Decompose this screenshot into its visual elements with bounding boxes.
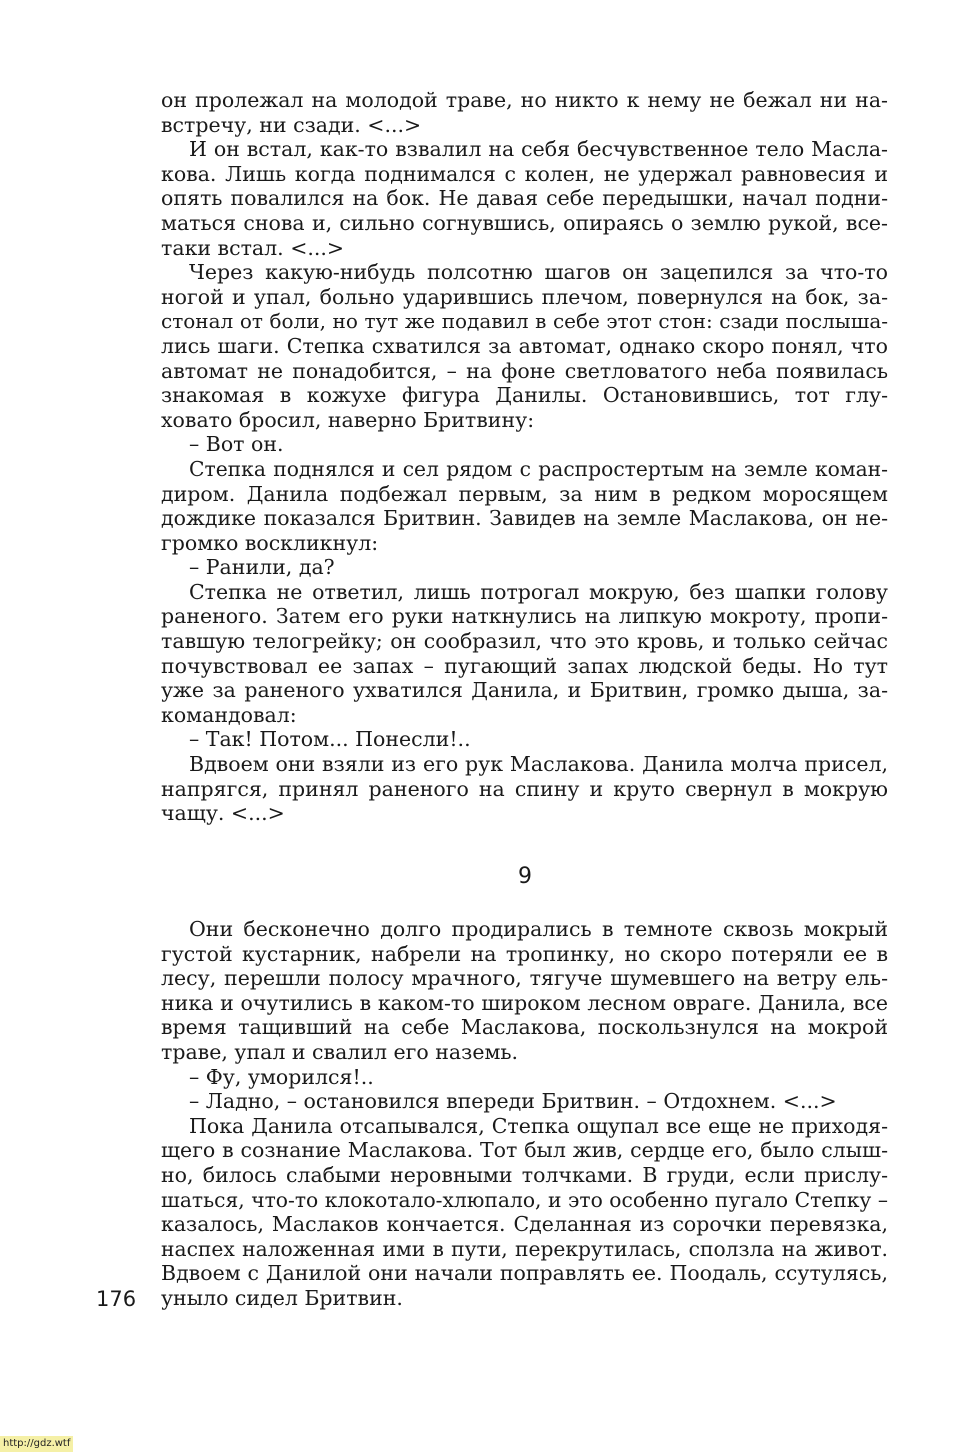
page-number: 176 [96, 1287, 137, 1311]
text-line: Они бесконечно долго продирались в темноте сквозь мокрый [189, 917, 888, 941]
text-line: – Так! Потом... Понесли!.. [189, 727, 471, 752]
text-line: автомат не понадобится, – на фоне светловатого неба появилась [161, 358, 888, 383]
text-line: – Ладно, – остановился впереди Бритвин. – Отдохнем. <...> [189, 1089, 837, 1114]
text-line: громко воскликнул: [161, 530, 379, 555]
text-line: И он встал, как-то взвалил на себя бесчувственное тело Масла- [189, 137, 888, 162]
text-line: ногой и упал, больно ударившись плечом, повернулся на бок, за- [161, 284, 888, 309]
text-line: раненого. Затем его руки наткнулись на липкую мокроту, пропи- [161, 604, 888, 629]
text-line: командовал: [161, 702, 297, 727]
chapter-number: 9 [518, 864, 532, 889]
text-line: казалось, Маслаков кончается. Сделанная из сорочки перевязка, [161, 1212, 888, 1237]
text-line: Степка поднялся и сел рядом с распростертым на земле коман- [189, 456, 888, 481]
text-line: Вдвоем с Данилой они начали поправлять ее. Поодаль, ссутулясь, [161, 1261, 888, 1286]
text-line: Степка не ответил, лишь потрогал мокрую, без шапки голову [189, 579, 888, 604]
text-block-top [161, 88, 888, 826]
text-line: кова. Лишь когда поднимался с колен, не удержал равновесия и [161, 161, 888, 186]
text-line: густой кустарник, набрели на тропинку, но скоро потеряли ее в [161, 941, 888, 966]
text-line: диром. Данила подбежал первым, за ним в редком моросящем [161, 481, 888, 506]
text-line: уже за раненого ухватился Данила, и Бритвин, громко дыша, за- [161, 678, 888, 703]
text-line: Через какую-нибудь полсотню шагов он зацепился за что-то [189, 260, 888, 285]
text-block-chapter-9 [161, 917, 888, 1311]
text-line: щего в сознание Маслакова. Тот был жив, сердце его, было слыш- [161, 1138, 888, 1163]
text-line: время тащивший на себе Маслакова, поскользнулся на мокрой [161, 1015, 888, 1040]
text-line: лись шаги. Степка схватился за автомат, однако скоро понял, что [161, 333, 888, 358]
text-line: опять повалился на бок. Не давая себе передышки, начал подни- [161, 186, 888, 211]
text-line: стонал от боли, но тут же подавил в себе этот стон: сзади послыша- [161, 309, 888, 334]
text-line: Пока Данила отсапывался, Степка ощупал все еще не приходя- [189, 1113, 888, 1138]
text-line: дождике показался Бритвин. Завидев на земле Маслакова, он не- [161, 506, 888, 531]
text-line: маться снова и, сильно согнувшись, опираясь о землю рукой, все- [161, 210, 888, 235]
text-line: чащу. <...> [161, 801, 285, 826]
text-line: – Ранили, да? [189, 555, 335, 580]
watermark-link[interactable]: http://gdz.wtf [0, 1436, 73, 1452]
text-line: почувствовал ее запах – пугающий запах людской беды. Но тут [161, 653, 888, 678]
text-line: уныло сидел Бритвин. [161, 1285, 403, 1310]
text-line: ховато бросил, наверно Бритвину: [161, 407, 535, 432]
text-line: лесу, перешли полосу мрачного, тягуче шумевшего на ветру ель- [161, 966, 888, 991]
text-line: встречу, ни сзади. <...> [161, 112, 422, 137]
text-line: ника и очутились в каком-то широком лесном овраге. Данила, все [161, 990, 888, 1015]
text-line: напрягся, принял раненого на спину и круто свернул в мокрую [161, 776, 888, 801]
text-line: он пролежал на молодой траве, но никто к нему не бежал ни на- [161, 88, 888, 112]
text-line: но, билось слабыми неровными толчками. В груди, если прислу- [161, 1162, 888, 1187]
text-line: Вдвоем они взяли из его рук Маслакова. Данила молча присел, [189, 752, 888, 777]
text-line: тавшую телогрейку; он сообразил, что это кровь, и только сейчас [161, 629, 888, 654]
text-line: шаться, что-то клокотало-хлюпало, и это особенно пугало Степку – [161, 1187, 888, 1212]
text-line: наспех наложенная ими в пути, перекрутилась, сползла на живот. [161, 1236, 888, 1261]
text-line: знакомая в кожухе фигура Данилы. Остановившись, тот глу- [161, 383, 888, 408]
text-line: таки встал. <...> [161, 235, 345, 260]
text-line: – Фу, уморился!.. [189, 1064, 374, 1089]
text-line: траве, упал и свалил его наземь. [161, 1039, 519, 1064]
text-line: – Вот он. [189, 432, 284, 457]
